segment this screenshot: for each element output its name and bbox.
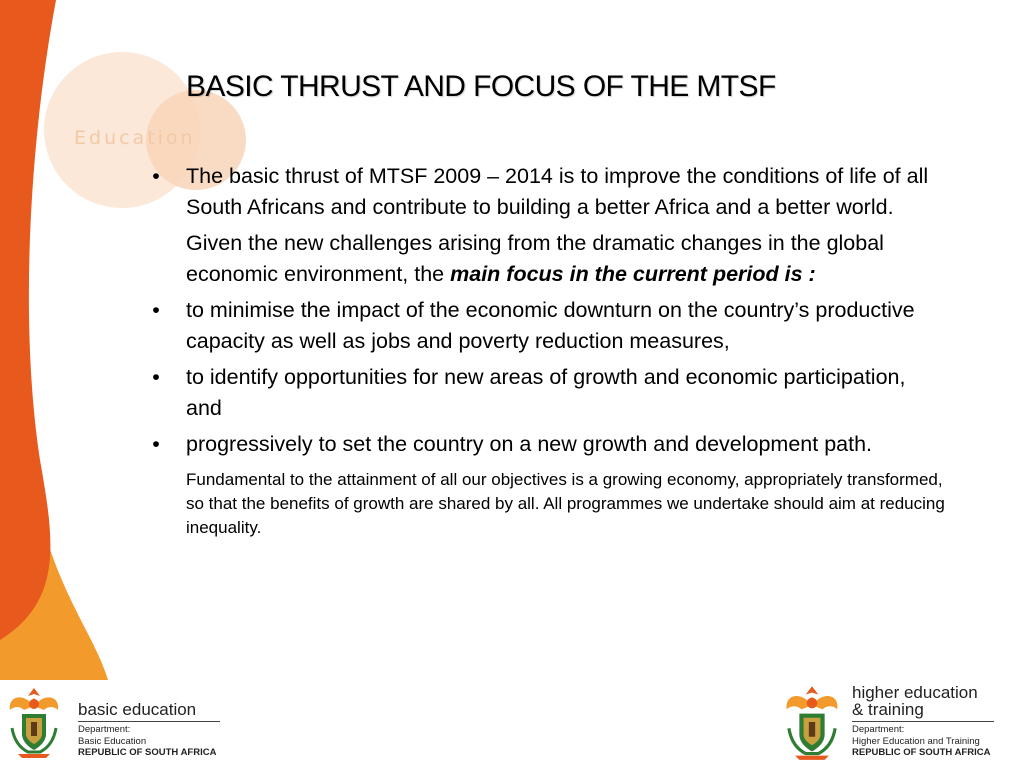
slide-content bbox=[152, 161, 946, 546]
department-name: basic education bbox=[78, 700, 197, 719]
divider bbox=[78, 721, 220, 722]
paragraph-text: Given the new challenges arising from the dramatic changes in the global economic environment, the bbox=[186, 231, 884, 286]
closing-paragraph bbox=[186, 468, 946, 540]
bullet-marker: • bbox=[152, 298, 160, 322]
bullet-marker: • bbox=[152, 365, 160, 389]
bullet-item bbox=[152, 362, 946, 423]
department-title: Higher Education and Training bbox=[852, 735, 980, 747]
orange-sidebar-dark bbox=[0, 0, 56, 640]
department-name-line2: & training bbox=[852, 700, 924, 719]
bullet-text: to minimise the impact of the economic downturn on the country’s productive capacity as well as jobs and poverty reduction measures, bbox=[186, 298, 915, 353]
paragraph-text: Fundamental to the attainment of all our objectives is a growing economy, appropriately transformed, so that the benefits of growth are shared by all. All programmes we undertake should aim at reducing inequality. bbox=[186, 469, 945, 537]
department-name-line1: higher education bbox=[852, 683, 978, 702]
bullet-text: progressively to set the country on a new growth and development path. bbox=[186, 432, 873, 456]
bullet-item bbox=[152, 295, 946, 356]
department-text bbox=[78, 724, 216, 759]
department-title: Basic Education bbox=[78, 735, 147, 747]
country-name: REPUBLIC OF SOUTH AFRICA bbox=[78, 747, 217, 758]
department-label: Department: bbox=[852, 724, 905, 735]
bullet-text: to identify opportunities for new areas of growth and economic participation, and bbox=[186, 365, 906, 420]
department-text bbox=[852, 724, 990, 759]
bullet-marker: • bbox=[152, 164, 160, 188]
coat-of-arms-icon bbox=[780, 682, 844, 762]
bullet-item bbox=[152, 161, 946, 222]
basic-education-logo bbox=[4, 684, 226, 760]
bullet-text: The basic thrust of MTSF 2009 – 2014 is to improve the conditions of life of all South Africans and contribute to building a better Africa and a better world. bbox=[186, 164, 929, 219]
bullet-item bbox=[152, 429, 946, 460]
bullet-marker: • bbox=[152, 432, 160, 456]
slide-title: BASIC THRUST AND FOCUS OF THE MTSF bbox=[186, 70, 776, 103]
department-label: Department: bbox=[78, 724, 131, 735]
continuation-paragraph bbox=[186, 228, 946, 289]
coat-of-arms-icon bbox=[4, 684, 64, 760]
education-watermark: Education bbox=[74, 127, 196, 149]
divider bbox=[852, 721, 994, 722]
country-name: REPUBLIC OF SOUTH AFRICA bbox=[852, 747, 991, 758]
higher-education-logo bbox=[780, 682, 1010, 762]
emphasis-text: main focus in the current period is : bbox=[450, 261, 816, 286]
